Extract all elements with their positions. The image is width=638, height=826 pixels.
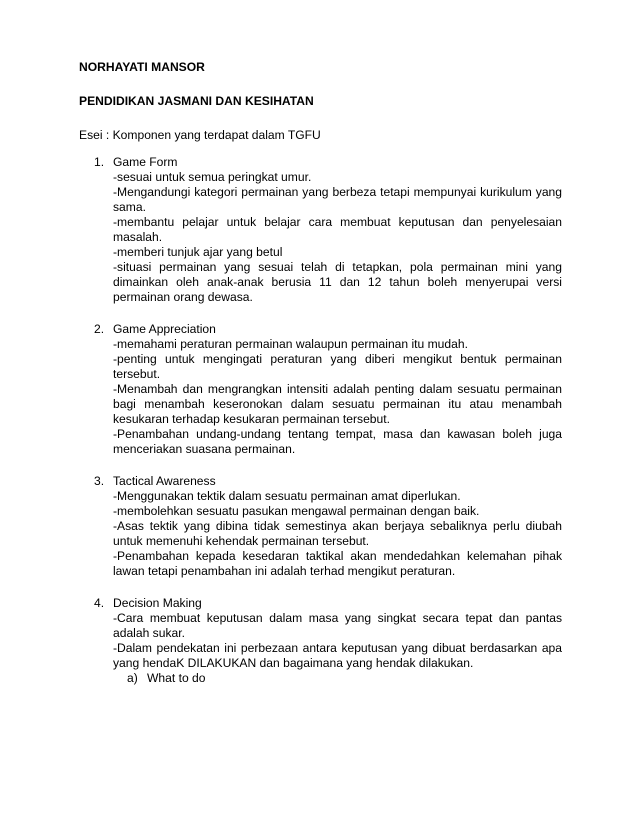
section-decision-making <box>79 596 562 686</box>
section-tactical-awareness <box>79 474 562 579</box>
section-point: -memahami peraturan permainan walaupun permainan itu mudah. <box>113 337 468 351</box>
sections-list <box>79 155 562 686</box>
section-point: -penting untuk mengingati peraturan yang diberi mengikut bentuk permainan tersebut. <box>113 352 562 381</box>
section-number: 1. <box>94 155 105 169</box>
section-title: Tactical Awareness <box>113 474 216 488</box>
sub-item-text: What to do <box>147 671 206 685</box>
section-title: Game Appreciation <box>113 322 216 336</box>
section-point: -Mengandungi kategori permainan yang berbeza tetapi mempunyai kurikulum yang sama. <box>113 185 562 214</box>
section-point: -Menambah dan mengrangkan intensiti adalah penting dalam sesuatu permainan bagi menambah keseronokan dalam sesuatu permainan itu atau menambah kesukaran terhadap kesukaran permainan tersebut. <box>113 382 562 426</box>
section-point: -Penambahan undang-undang tentang tempat, masa dan kawasan boleh juga menceriakan suasana permainan. <box>113 427 562 456</box>
section-point: -Cara membuat keputusan dalam masa yang singkat secara tepat dan pantas adalah sukar. <box>113 611 562 640</box>
section-point: -Dalam pendekatan ini perbezaan antara keputusan yang dibuat berdasarkan apa yang hendaK DILAKUKAN dan bagaimana yang hendak dilakukan. <box>113 641 562 670</box>
section-point: -situasi permainan yang sesuai telah di tetapkan, pola permainan mini yang dimainkan oleh anak-anak berusia 11 dan 12 tahun boleh menyerupai versi permainan orang dewasa. <box>113 260 562 304</box>
section-number: 4. <box>94 596 105 610</box>
section-game-form <box>79 155 562 305</box>
subject-title: PENDIDIKAN JASMANI DAN KESIHATAN <box>79 94 314 108</box>
document-page <box>79 60 562 703</box>
section-title: Game Form <box>113 155 178 169</box>
section-title: Decision Making <box>113 596 202 610</box>
author-name: NORHAYATI MANSOR <box>79 60 205 74</box>
essay-title: Esei : Komponen yang terdapat dalam TGFU <box>79 128 321 142</box>
sub-item <box>113 671 562 686</box>
section-point: -sesuai untuk semua peringkat umur. <box>113 170 312 184</box>
section-point: -membolehkan sesuatu pasukan mengawal permainan dengan baik. <box>113 504 480 518</box>
section-point: -membantu pelajar untuk belajar cara membuat keputusan dan penyelesaian masalah. <box>113 215 562 244</box>
section-point: -Asas tektik yang dibina tidak semestinya akan berjaya sebaliknya perlu diubah untuk memenuhi kehendak permainan tersebut. <box>113 519 562 548</box>
section-game-appreciation <box>79 322 562 457</box>
section-point: -Menggunakan tektik dalam sesuatu permainan amat diperlukan. <box>113 489 461 503</box>
sub-item-letter: a) <box>127 671 138 685</box>
section-number: 2. <box>94 322 105 336</box>
section-number: 3. <box>94 474 105 488</box>
section-point: -memberi tunjuk ajar yang betul <box>113 245 283 259</box>
section-point: -Penambahan kepada kesedaran taktikal akan mendedahkan kelemahan pihak lawan tetapi penambahan ini adalah terhad mengikut peraturan. <box>113 549 562 578</box>
